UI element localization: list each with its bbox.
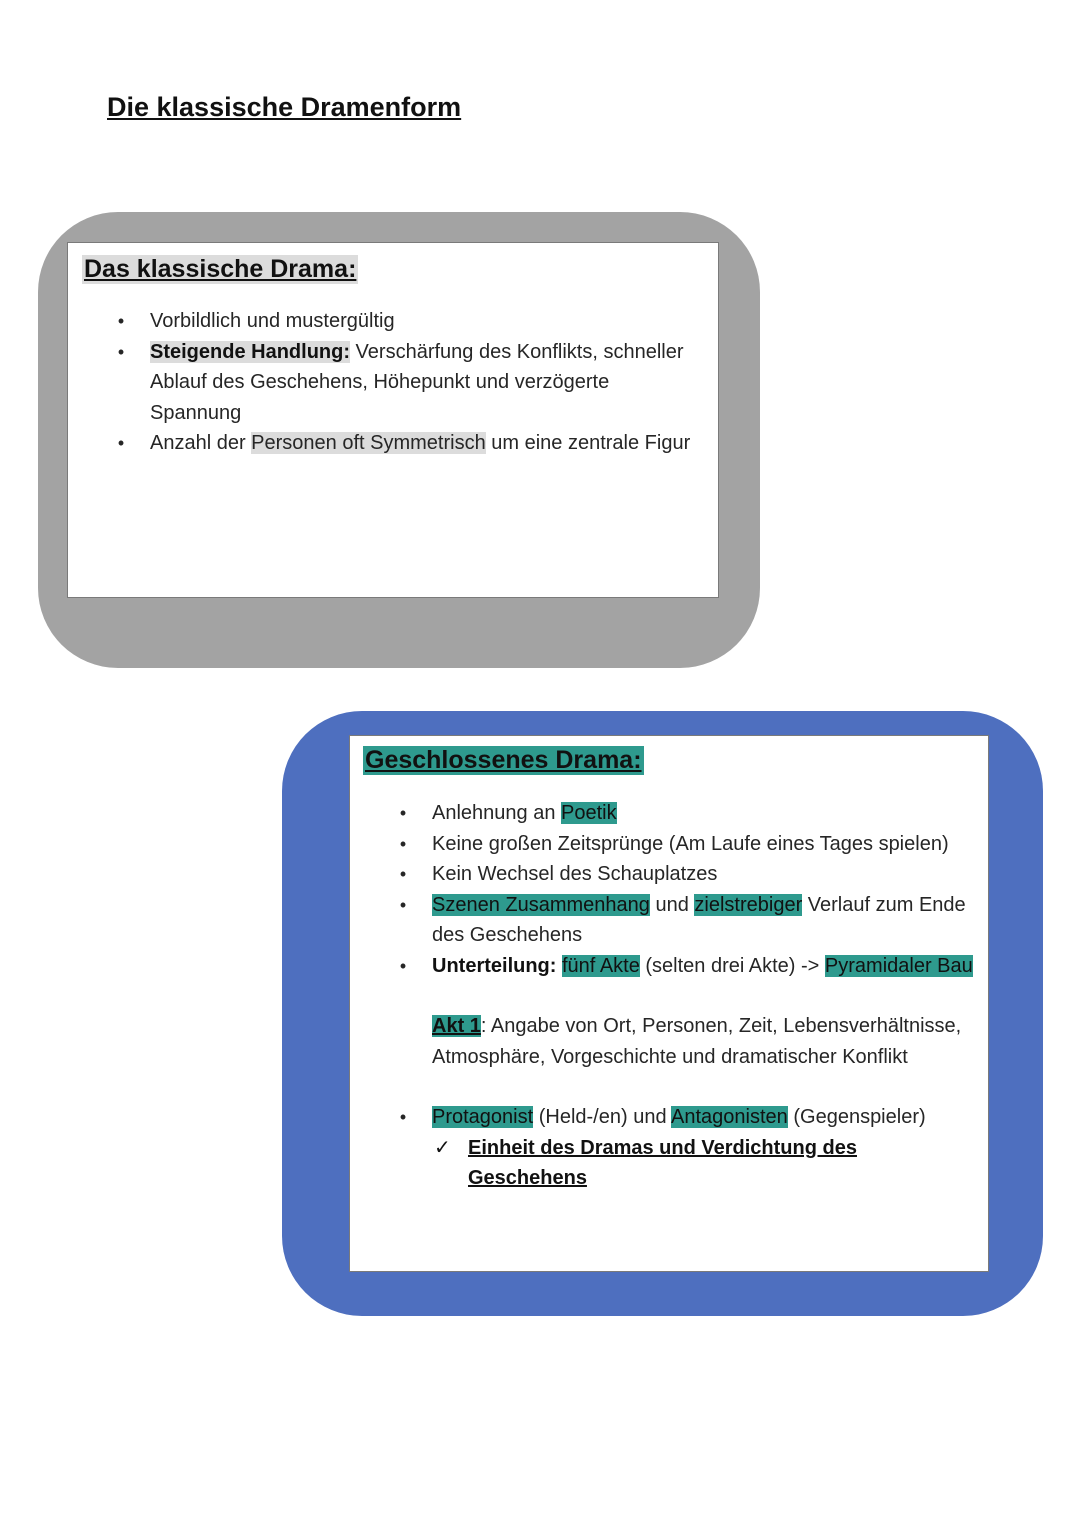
bullet-icon: • — [399, 955, 407, 976]
closed-drama-list — [398, 798, 978, 1194]
highlight-text: Poetik — [561, 802, 617, 824]
list-item — [398, 951, 978, 1103]
list-item — [398, 859, 978, 890]
list-item — [116, 428, 696, 459]
act-label: Akt 1 — [432, 1015, 481, 1037]
item-text: Verlauf zum Ende des Geschehens — [432, 893, 966, 946]
act-text: : Angabe von Ort, Personen, Zeit, Lebensverhältnisse, Atmosphäre, Vorgeschichte und dramatischer Konflikt — [432, 1015, 962, 1068]
bullet-icon: • — [399, 833, 407, 854]
highlight-text: Pyramidaler Bau — [824, 954, 973, 977]
list-item — [116, 337, 696, 429]
classic-drama-card — [67, 242, 719, 598]
bullet-icon: • — [117, 311, 125, 331]
item-text: Verschärfung des Konflikts, schneller Ablauf des Geschehens, Höhepunkt und verzögerte Spannung — [150, 340, 684, 424]
item-text: (Gegenspieler) — [787, 1106, 926, 1128]
list-item — [116, 306, 696, 337]
bullet-icon: • — [399, 894, 407, 915]
list-item — [398, 829, 978, 860]
highlight-text: zielstrebiger — [694, 893, 803, 916]
spacer — [432, 1072, 978, 1102]
item-text: um eine zentrale Figur — [485, 432, 691, 454]
spacer — [432, 981, 978, 1011]
bullet-icon: • — [399, 864, 407, 884]
bullet-icon: • — [399, 803, 407, 823]
list-item — [398, 798, 978, 829]
highlight-text: Protagonist — [432, 1106, 534, 1128]
item-label: Unterteilung: — [432, 954, 557, 977]
list-item — [398, 1102, 978, 1133]
item-text: Vorbildlich und mustergültig — [150, 310, 395, 332]
page-title: Die klassische Dramenform — [107, 92, 462, 122]
highlight-text: Personen oft Symmetrisch — [251, 432, 486, 454]
closed-drama-title: Geschlossenes Drama: — [365, 746, 642, 774]
list-item — [398, 890, 978, 951]
item-text: Anzahl der — [150, 432, 252, 454]
item-text: Anlehnung an — [432, 802, 562, 824]
bullet-icon: • — [399, 1107, 407, 1127]
classic-drama-list — [116, 306, 696, 459]
item-text: (Held-/en) und — [533, 1106, 672, 1128]
item-text: und — [649, 893, 695, 916]
highlight-text: fünf Akte — [562, 954, 640, 977]
highlight-text: Szenen Zusammenhang — [432, 893, 650, 916]
closed-drama-card — [349, 735, 989, 1272]
sub-list-item — [398, 1133, 978, 1194]
act-one-description — [432, 1011, 978, 1072]
highlight-text: Antagonisten — [671, 1106, 788, 1128]
bullet-icon: • — [117, 341, 125, 362]
bullet-icon: • — [117, 433, 125, 453]
item-text: Keine großen Zeitsprünge (Am Laufe eines Tages spielen) — [432, 832, 949, 855]
classic-drama-title: Das klassische Drama: — [84, 255, 357, 283]
item-text: (selten drei Akte) -> — [639, 954, 825, 977]
checkmark-icon: ✓ — [434, 1136, 451, 1159]
item-text: Kein Wechsel des Schauplatzes — [432, 863, 718, 885]
item-label: Steigende Handlung: — [150, 340, 350, 363]
conclusion-line — [398, 1133, 978, 1194]
conclusion-text: Einheit des Dramas und Verdichtung des Geschehens — [468, 1136, 857, 1189]
